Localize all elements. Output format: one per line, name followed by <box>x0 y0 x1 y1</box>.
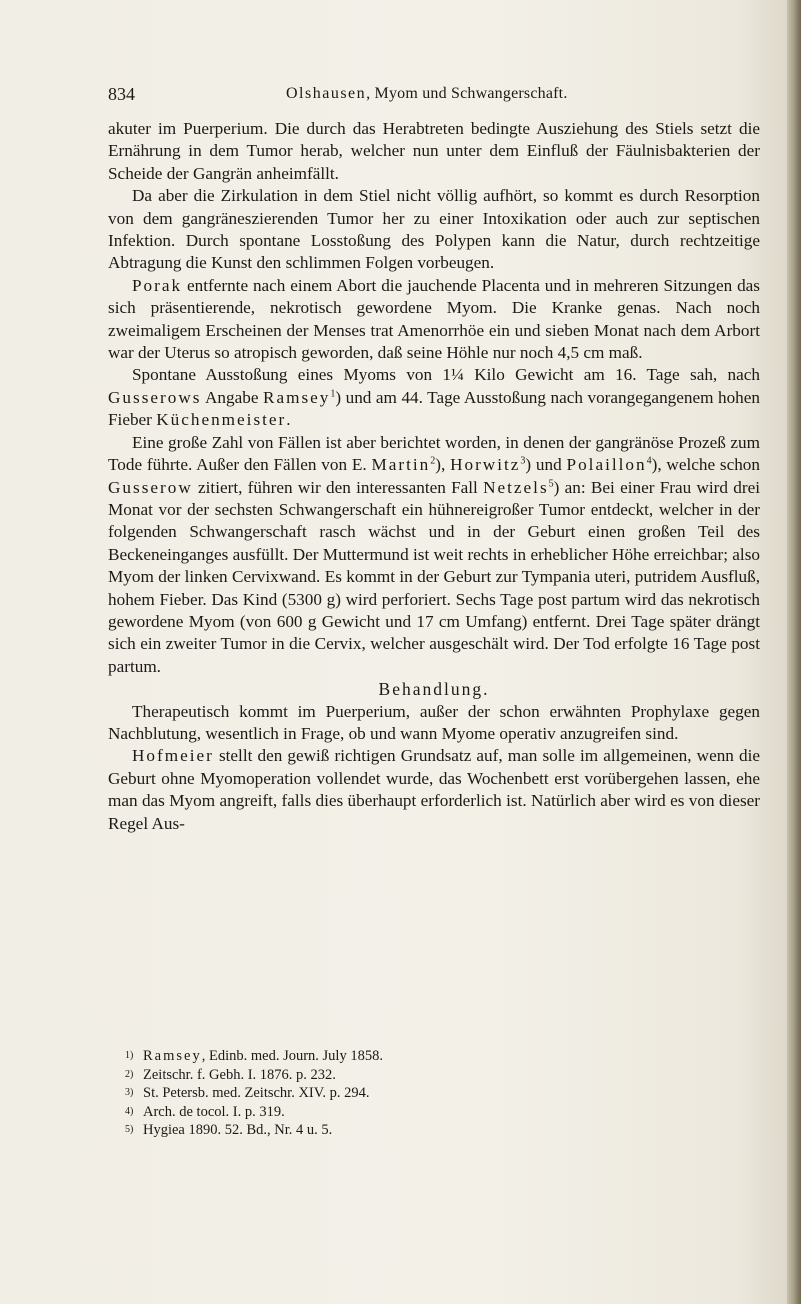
text-run: zitiert, führen wir den interessanten Fall <box>192 477 484 497</box>
footnote-text <box>143 1121 332 1140</box>
footnote-reference: 2 <box>430 455 436 467</box>
running-head-author: Olshausen <box>286 85 367 102</box>
text-run: Zeitschr. f. Gebh. I. 1876. p. 232. <box>143 1066 336 1083</box>
text-run: ) und am 44. Tage Ausstoßung nach vorangegangenem hohen Fieber <box>108 387 760 430</box>
cited-name: Gusserows <box>108 387 202 407</box>
footnote <box>125 1047 725 1066</box>
paragraph <box>108 432 760 678</box>
text-run: ) und <box>525 455 567 475</box>
footnote-mark: 3) <box>125 1087 134 1098</box>
cited-name: Ramsey <box>263 387 331 407</box>
cited-name: Polaillon <box>566 455 647 475</box>
cited-name: Hofmeier <box>132 746 214 766</box>
footnote-mark: 2) <box>125 1068 134 1080</box>
footnote <box>125 1121 725 1140</box>
cited-name: Martin <box>371 455 431 475</box>
text-run: Hygiea 1890. 52. Bd., Nr. 4 u. 5. <box>143 1122 333 1138</box>
text-run: ) an: Bei einer Frau wird drei Monat vor der sechsten Schwangerschaft ein hühnereigroßer Tumor entdeckt, welcher in der folgenden Schwangerschaft rasch wächst und in der Geburt einen großen Teil des Beckeneinganges ausfüllt. Der Muttermund ist weit rechts in erheblicher Höhe erreichbar; also Myom der linken Cervixwand. Es kommt in der Geburt zur Tympania uteri, putridem Ausfluß, hohem Fieber. Das Kind (5300 g) wird perforiert. Sechs Tage post partum wird das nekrotisch gewordene Myom (von 600 g Gewicht und 17 cm Umfang) entfernt. Drei Tage später drängt sich ein zweiter Tumor in die Cervix, welcher ausgeschält wird. Der Tod erfolgte 16 Tage post partum. <box>108 477 760 676</box>
paragraphs-after-heading <box>108 701 760 835</box>
footnote-mark: 1) <box>125 1050 134 1061</box>
paragraph <box>108 745 760 835</box>
text-run: ), welche schon <box>651 455 760 475</box>
footnotes <box>125 1047 725 1140</box>
footnote-reference: 4 <box>646 455 652 467</box>
cited-name: Porak <box>132 275 183 295</box>
text-run: Angabe <box>201 387 263 407</box>
running-head <box>286 85 568 103</box>
text-run: . <box>286 410 291 430</box>
text-run: Arch. de tocol. I. p. 319. <box>143 1103 285 1120</box>
cited-name: Netzels <box>483 477 549 497</box>
page-number: 834 <box>108 84 135 104</box>
text-run: stellt den gewiß richtigen Grundsatz auf, man solle im allgemeinen, wenn die Geburt ohne Myomoperation vollendet wurde, das Wochenbett erst vorübergehen lassen, ehe man das Myom angreift, falls dies überhaupt erforderlich ist. Natürlich aber wird es von dieser Regel Aus- <box>108 746 760 833</box>
cited-name: Ramsey <box>143 1048 202 1064</box>
section-heading: Behandlung. <box>378 679 490 700</box>
footnote-mark: 5) <box>125 1124 134 1135</box>
text-run: Da aber die Zirkulation in dem Stiel nicht völlig aufhört, so kommt es durch Resorption von dem gangräneszierenden Tumor her zu einer Intoxikation oder auch zur septischen Infektion. Durch spontane Losstoßung des Polypen kann die Natur, durch rechtzeitige Abtragung die Kunst den schlimmen Folgen vorbeugen. <box>108 186 760 273</box>
paragraph <box>108 364 760 431</box>
footnote <box>125 1084 725 1103</box>
text-run: Spontane Ausstoßung eines Myoms von 1¼ Kilo Gewicht am 16. Tage sah, nach <box>132 365 760 385</box>
footnote-reference: 5 <box>548 477 554 489</box>
page-header <box>108 84 758 110</box>
text-run: St. Petersb. med. Zeitschr. XIV. p. 294. <box>143 1085 370 1101</box>
text-run: Therapeutisch kommt im Puerperium, außer der schon erwähnten Prophylaxe gegen Nachblutung, wesentlich in Frage, ob und wann Myome operativ anzugreifen sind. <box>108 701 760 743</box>
footnote-text <box>143 1103 285 1122</box>
footnote <box>125 1066 725 1085</box>
footnote-text <box>143 1066 336 1085</box>
footnote-mark: 4) <box>125 1105 134 1117</box>
running-head-title: , Myom und Schwangerschaft. <box>366 85 568 102</box>
cited-name: Horwitz <box>450 455 521 475</box>
text-run: , Edinb. med. Journ. July 1858. <box>201 1048 383 1064</box>
paragraph <box>108 275 760 365</box>
footnote-text <box>143 1084 369 1103</box>
footnote <box>125 1103 725 1122</box>
cited-name: Küchenmeister <box>156 410 287 430</box>
text-run: entfernte nach einem Abort die jauchende Placenta und in mehreren Sitzungen das sich präsentierende, nekrotisch gewordene Myom. Die Kranke genas. Nach noch zweimaligem Erscheinen der Menses trat Amenorrhöe ein und sieben Monat nach dem Arbort war der Uterus so atropisch geworden, daß seine Höhle nur noch 4,5 cm maß. <box>108 275 760 363</box>
text-run: akuter im Puerperium. Die durch das Herabtreten bedingte Ausziehung des Stiels setzt die Ernährung in dem Tumor herab, welcher nun unter dem Einfluß der Fäulnisbakterien der Scheide der Gangrän anheimfällt. <box>108 119 760 183</box>
paragraph <box>108 185 760 275</box>
body-text <box>108 118 760 835</box>
footnote-reference: 3 <box>520 455 526 467</box>
text-run: Eine große Zahl von Fällen ist aber berichtet worden, in denen der gangränöse Prozeß zum Tode führte. Außer den Fällen von E. <box>108 432 760 475</box>
page-spine-edge <box>787 0 801 1304</box>
paragraph <box>108 118 760 185</box>
paragraphs-before-heading <box>108 118 760 678</box>
paragraph <box>108 701 760 746</box>
cited-name: Gusserow <box>108 477 193 497</box>
footnote-text <box>143 1047 383 1066</box>
footnote-reference: 1 <box>330 388 336 400</box>
text-run: ), <box>435 455 451 475</box>
